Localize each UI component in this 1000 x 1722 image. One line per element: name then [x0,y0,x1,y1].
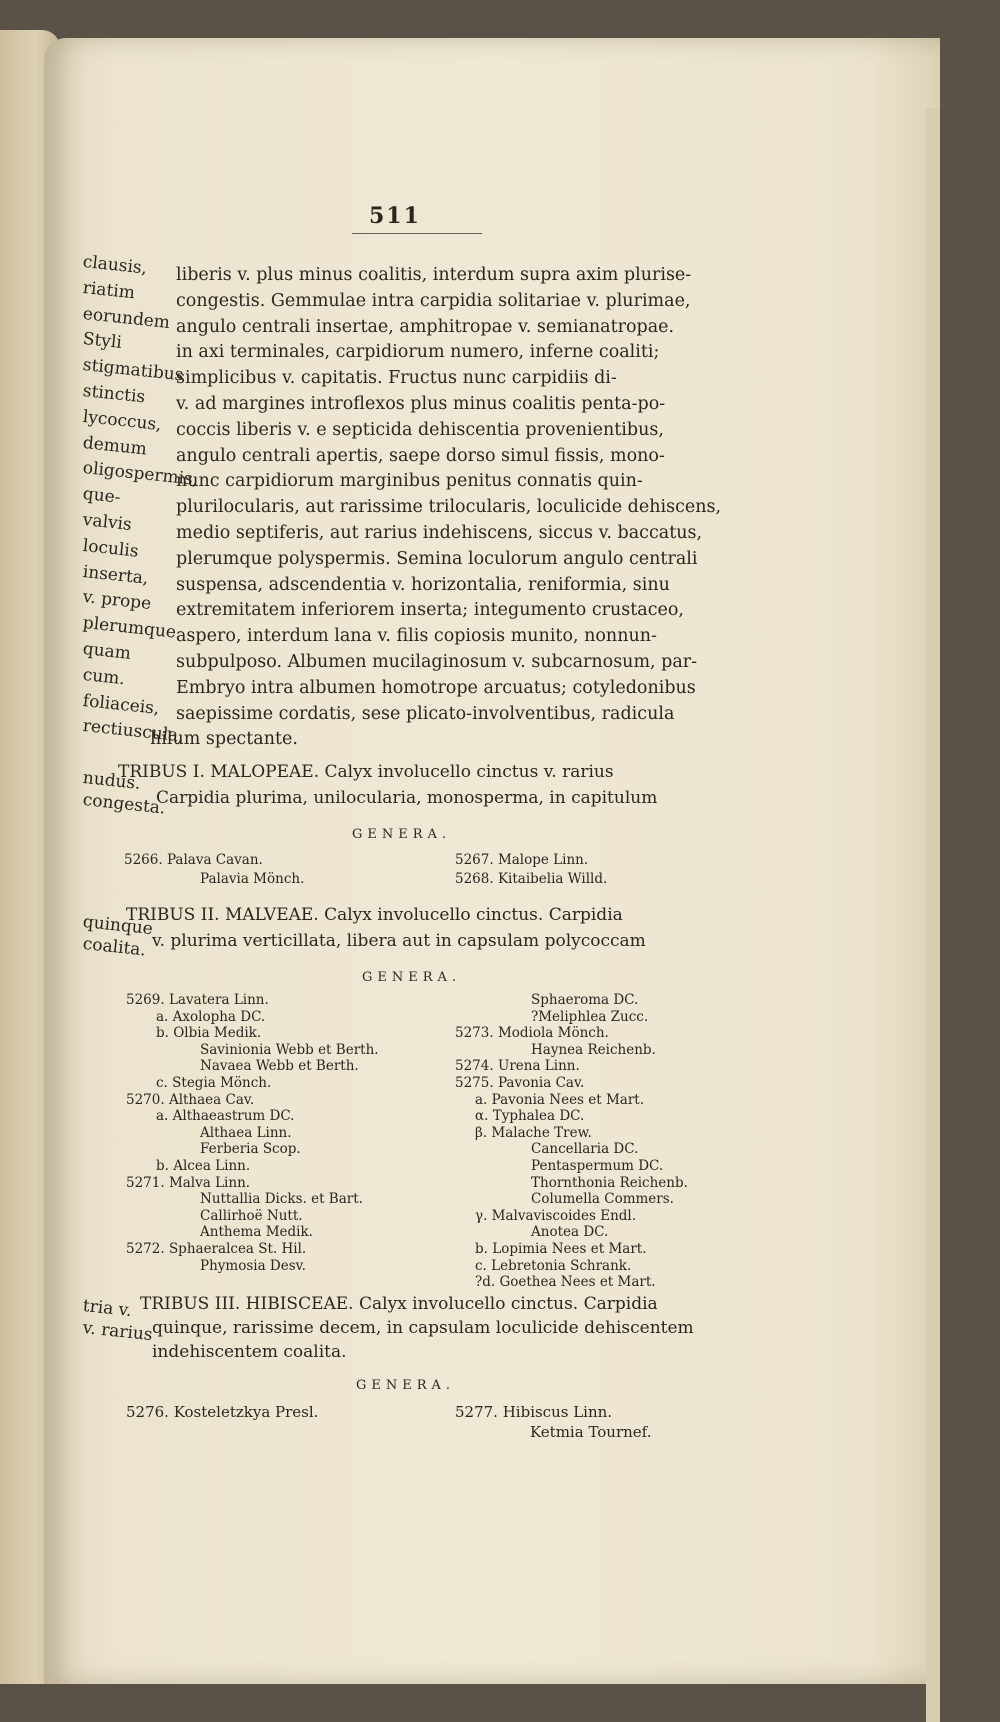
intro-line: plurilocularis, aut rarissime trilocularis, loculicide dehiscens, [176,497,722,518]
tribe3-line-1: TRIBUS III. HIBISCEAE. Calyx involucello cinctus. Carpidia [140,1294,658,1314]
tribe1-genus-left-1: 5266. Palava Cavan. [124,852,263,868]
intro-line: v. ad margines introflexos plus minus coalitis penta-po- [176,394,666,414]
genus-entry: 5273. Modiola Mönch. [455,1025,609,1042]
tribe3-margin-2: v. rarius [81,1318,154,1346]
genus-entry: Anotea DC. [531,1224,609,1241]
genus-entry: b. Lopimia Nees et Mart. [475,1241,647,1257]
tribe2-line-1: TRIBUS II. MALVEAE. Calyx involucello cinctus. Carpidia [126,905,623,925]
genus-entry: α. Typhalea DC. [475,1108,585,1125]
genus-entry: b. Olbia Medik. [156,1025,262,1042]
margin-word: lycoccus, [81,406,163,435]
tribe1-line-1: TRIBUS I. MALOPEAE. Calyx involucello cinctus v. rarius [118,762,614,782]
margin-word: inserta, [81,561,150,589]
genus-entry: Navaea Webb et Berth. [200,1058,359,1075]
intro-line: coccis liberis v. e septicida dehiscentia provenientibus, [176,419,664,440]
genus-entry: a. Pavonia Nees et Mart. [475,1091,645,1108]
genus-entry: 5269. Lavatera Linn. [126,992,269,1008]
intro-line: liberis v. plus minus coalitis, interdum supra axim plurise- [176,265,692,285]
header-rule [352,233,482,234]
margin-word: cum. [81,664,126,690]
intro-line: medio septiferis, aut rarius indehiscens, siccus v. baccatus, [176,523,703,543]
intro-line: saepissime cordatis, sese plicato-involventibus, radicula [176,703,675,724]
margin-word: quam [81,639,132,664]
intro-line: aspero, interdum lana v. filis copiosis munito, nonnun- [176,626,657,647]
intro-line: Embryo intra albumen homotrope arcuatus; cotyledonibus [176,677,696,698]
margin-word: demum [81,432,148,460]
genus-entry: c. Stegia Mönch. [156,1075,272,1091]
genus-entry: 5271. Malva Linn. [126,1174,251,1191]
genus-entry: c. Lebretonia Schrank. [475,1257,632,1274]
genus-entry: Sphaeroma DC. [531,992,639,1008]
genus-entry: a. Althaeastrum DC. [156,1108,295,1125]
tribe1-line-2: Carpidia plurima, unilocularia, monosperma, in capitulum [156,788,658,808]
tribe3-line-3: indehiscentem coalita. [152,1342,347,1362]
genus-entry: 5274. Urena Linn. [455,1058,580,1075]
tribe2-margin-1: quinque [81,912,154,940]
genus-entry: Callirhoë Nutt. [200,1207,303,1224]
intro-line: angulo centrali insertae, amphitropae v. semianatropae. [176,316,675,337]
tribe3-line-2: quinque, rarissime decem, in capsulam loculicide dehiscentem [152,1318,694,1338]
margin-word: rectiuscula, [81,716,185,747]
intro-line: extremitatem inferiorem inserta; integumento crustaceo, [176,600,684,621]
genus-entry: Phymosia Desv. [200,1257,306,1274]
margin-word: plerumque [81,613,177,643]
tribe3-genus-right-2: Ketmia Tournef. [530,1423,652,1441]
intro-line: plerumque polyspermis. Semina loculorum angulo centrali [176,548,698,569]
tribe1-genus-right-1: 5267. Malope Linn. [455,852,589,868]
tribe2-genera-heading: GENERA. [362,970,462,985]
genus-entry: β. Malache Trew. [475,1124,592,1141]
genus-entry: 5275. Pavonia Cav. [455,1075,585,1091]
margin-word: que- [81,484,122,509]
genus-entry: Haynea Reichenb. [531,1041,656,1058]
genus-entry: ?d. Goethea Nees et Mart. [475,1274,656,1291]
tribe1-genus-right-2: 5268. Kitaibelia Willd. [455,871,608,887]
intro-line: simplicibus v. capitatis. Fructus nunc carpidiis di- [176,368,617,389]
intro-line: congestis. Gemmulae intra carpidia solitariae v. plurimae, [176,290,691,311]
intro-line: suspensa, adscendentia v. horizontalia, reniformia, sinu [176,574,670,595]
margin-word: eorundem [81,303,171,333]
genus-entry: b. Alcea Linn. [156,1158,251,1174]
genus-entry: Nuttallia Dicks. et Bart. [200,1191,363,1208]
genus-entry: Columella Commers. [531,1191,674,1208]
tribe3-genera-heading: GENERA. [356,1378,456,1393]
intro-line: nunc carpidiorum marginibus penitus connatis quin- [176,471,643,492]
margin-word: stigmatibus [81,355,185,386]
genus-entry: γ. Malvaviscoides Endl. [475,1207,637,1224]
margin-word: riatim [81,277,136,304]
tribe1-genera-heading: GENERA. [352,827,452,842]
tribe3-margin-1: tria v. [81,1296,133,1322]
margin-word: Styli [81,329,123,354]
margin-word: stinctis [81,381,147,408]
page-number: 511 [369,203,421,229]
margin-word: clausis, [81,252,148,279]
tribe1-genus-left-2: Palavia Mönch. [200,871,305,887]
margin-word: loculis [81,535,140,562]
tribe2-line-2: v. plurima verticillata, libera aut in capsulam polycoccam [152,931,646,951]
intro-line: hilum spectante. [150,729,298,750]
margin-word: v. prope [81,587,153,615]
intro-line: in axi terminales, carpidiorum numero, inferne coaliti; [176,342,660,363]
intro-line: angulo centrali apertis, saepe dorso simul fissis, mono- [176,445,665,466]
genus-entry: Cancellaria DC. [531,1141,639,1158]
margin-word: foliaceis, [81,690,161,719]
genus-entry: Althaea Linn. [200,1124,292,1141]
tribe2-margin-2: coalita. [81,934,147,961]
margin-word: oligospermis, [81,458,200,491]
genus-entry: Savinionia Webb et Berth. [200,1041,379,1058]
genus-entry: 5270. Althaea Cav. [126,1091,255,1108]
genus-entry: a. Axolopha DC. [156,1008,266,1025]
tribe1-margin-1: nudus. [81,768,142,794]
margin-word: valvis [81,510,133,536]
genus-entry: Anthema Medik. [200,1224,313,1241]
genus-entry: 5272. Sphaeralcea St. Hil. [126,1241,307,1257]
genus-entry: Ferberia Scop. [200,1141,301,1158]
intro-line: subpulposo. Albumen mucilaginosum v. subcarnosum, par- [176,652,698,672]
tribe3-genus-right-1: 5277. Hibiscus Linn. [455,1403,613,1421]
tribe3-genus-left-1: 5276. Kosteletzkya Presl. [126,1403,319,1421]
page-edge [926,108,940,1722]
genus-entry: Thornthonia Reichenb. [531,1174,688,1191]
tribe1-margin-2: congesta. [81,790,167,819]
genus-entry: ?Meliphlea Zucc. [531,1008,649,1025]
genus-entry: Pentaspermum DC. [531,1158,664,1174]
